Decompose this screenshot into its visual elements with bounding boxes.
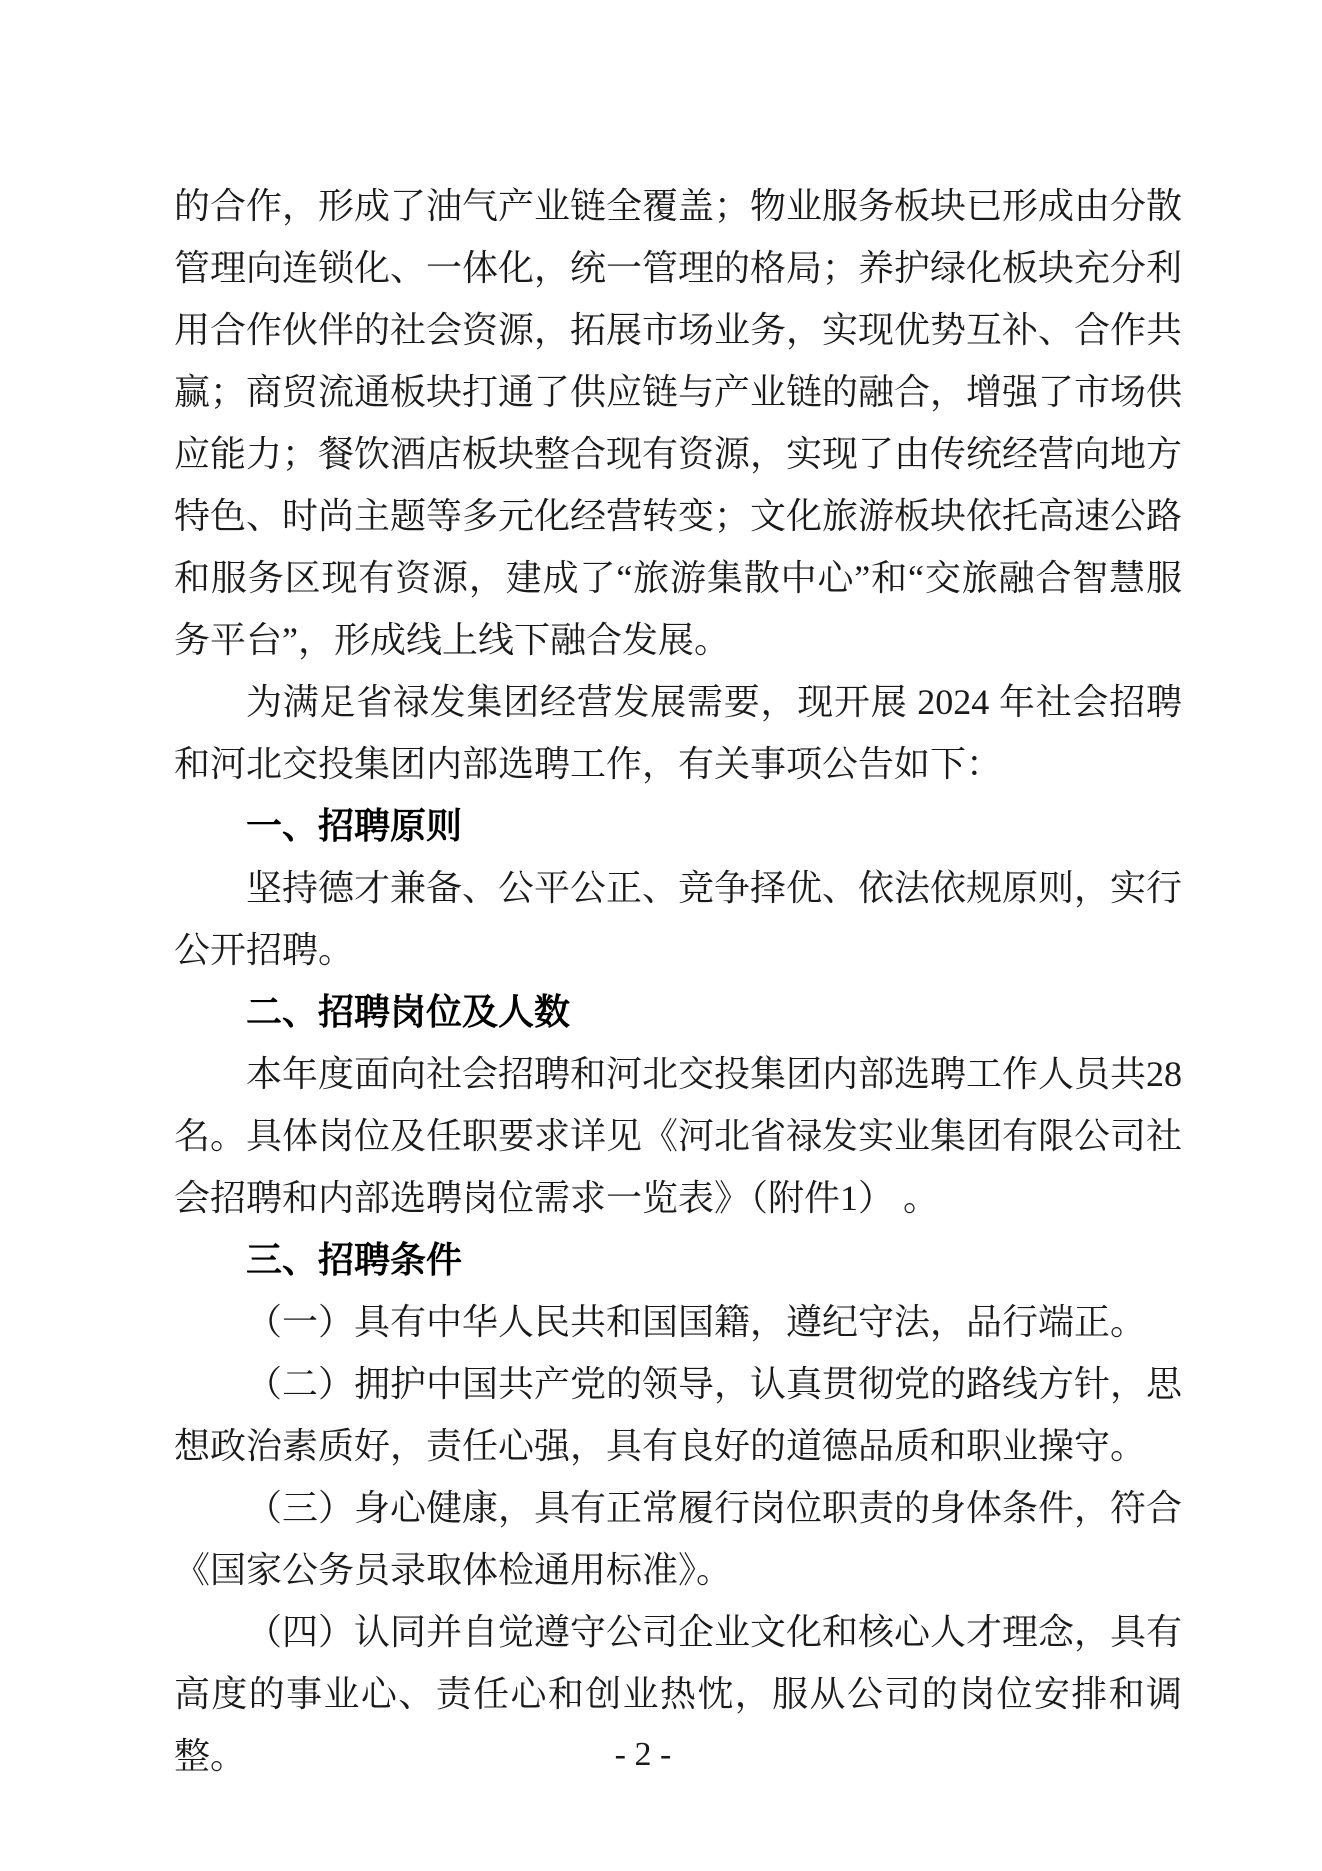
condition-item-2: （二）拥护中国共产党的领导，认真贯彻党的路线方针，思想政治素质好，责任心强，具有良好的道德品质和职业操守。 — [174, 1364, 1183, 1466]
intro-paragraph: 为满足省禄发集团经营发展需要，现开展 2024 年社会招聘和河北交投集团内部选聘工作，有关事项公告如下： — [174, 682, 1182, 784]
condition-item-4: （四）认同并自觉遵守公司企业文化和核心人才理念，具有高度的事业心、责任心和创业热忱，服从公司的岗位安排和调整。 — [174, 1612, 1183, 1776]
document-body — [174, 175, 1182, 1787]
section-paragraph: 本年度面向社会招聘和河北交投集团内部选聘工作人员共28名。具体岗位及任职要求详见《河北省禄发实业集团有限公司社会招聘和内部选聘岗位需求一览表》（附件1） 。 — [174, 1054, 1183, 1218]
section-heading-positions-and-headcount: 二、招聘岗位及人数 — [246, 991, 571, 1032]
page-number: - 2 - — [614, 1736, 672, 1773]
section-heading-recruitment-principles: 一、招聘原则 — [246, 805, 463, 846]
section-heading-recruitment-conditions: 三、招聘条件 — [246, 1239, 463, 1280]
condition-item-1: （一）具有中华人民共和国国籍，遵纪守法，品行端正。 — [246, 1302, 1147, 1342]
section-paragraph: 坚持德才兼备、公平公正、竞争择优、依法依规原则，实行公开招聘。 — [174, 868, 1183, 970]
continuation-paragraph: 的合作，形成了油气产业链全覆盖；物业服务板块已形成由分散管理向连锁化、一体化，统一管理的格局；养护绿化板块充分利用合作伙伴的社会资源，拓展市场业务，实现优势互补、合作共赢；商贸流通板块打通了供应链与产业链的融合，增强了市场供应能力；餐饮酒店板块整合现有资源，实现了由传统经营向地方特色、时尚主题等多元化经营转变；文化旅游板块依托高速公路和服务区现有资源，建成了“旅游集散中心”和“交旅融合智慧服务平台”，形成线上线下融合发展。 — [174, 186, 1183, 660]
condition-item-3: （三）身心健康，具有正常履行岗位职责的身体条件，符合《国家公务员录取体检通用标准》。 — [174, 1488, 1183, 1590]
